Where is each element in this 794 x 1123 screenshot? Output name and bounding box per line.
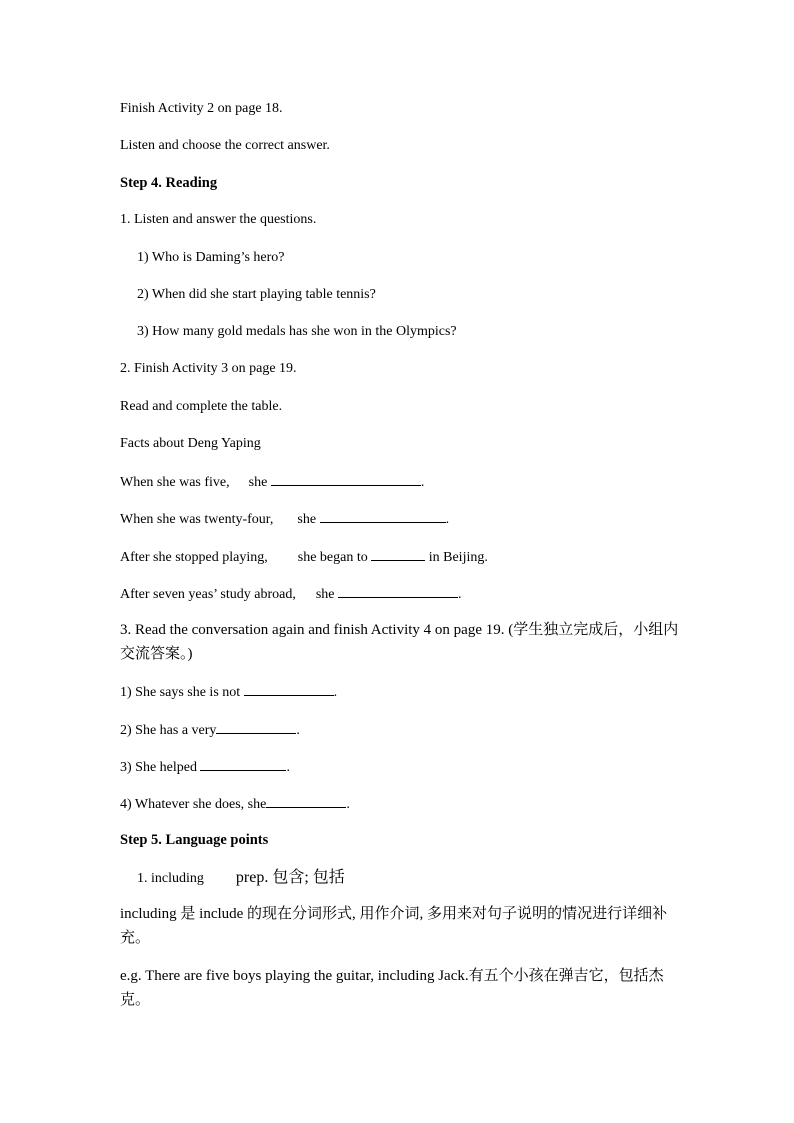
fact-4-blank[interactable] [338,583,458,598]
fact-1-label: When she was five, [120,475,230,490]
question-1-2: 2) When did she start playing table tennis? [137,287,376,302]
fact-2-she: she [297,512,317,527]
answer-4-blank[interactable] [266,793,346,808]
answer-1: 1) She says she is not . [120,681,680,703]
fact-2-blank[interactable] [320,508,446,523]
answer-2-blank[interactable] [216,719,296,734]
fact-2-label: When she was twenty-four, [120,512,274,527]
answer-3: 3) She helped . [120,756,680,778]
fact-4-label: After seven yeas’ study abroad, [120,587,296,602]
step5-heading: Step 5. Language points [120,832,269,848]
answer-2: 2) She has a very . [120,719,680,741]
answer-1-blank[interactable] [244,681,334,696]
question-1-3: 3) How many gold medals has she won in the Olympics? [137,324,457,339]
language-point-description: including 是 include 的现在分词形式, 用作介词, 多用来对句子说明的情况进行详细补充。 [120,906,668,946]
language-point-1: 1. including prep. 包含; 包括 [137,869,345,886]
fact-3-blank[interactable] [371,546,425,561]
fact-4-she: she [315,587,335,602]
fact-row-2: When she was twenty-four, she . [120,508,680,530]
fact-row-1: When she was five, she . [120,471,680,493]
facts-heading: Facts about Deng Yaping [120,436,261,451]
question-2-instruction: Read and complete the table. [120,399,283,414]
question-2: 2. Finish Activity 3 on page 19. [120,361,297,376]
instruction-listen-choose: Listen and choose the correct answer. [120,138,330,153]
fact-row-3 [120,546,680,568]
question-3: 3. Read the conversation again and finish Activity 4 on page 19. (学生独立完成后，小组内交流答案。) [120,622,679,662]
fact-row-4: After seven yeas’ study abroad, she . [120,583,680,605]
fact-3-place: in Beijing. [428,550,488,565]
question-1-1: 1) Who is Daming’s hero? [137,250,285,265]
fact-3-began: she began to [297,550,368,565]
fact-3-label: After she stopped playing, [120,550,268,565]
answer-3-blank[interactable] [200,756,286,771]
fact-1-blank[interactable] [271,471,421,486]
example-sentence: e.g. There are five boys playing the guitar, including Jack.有五个小孩在弹吉它，包括杰克。 [120,968,664,1008]
answer-4: 4) Whatever she does, she . [120,793,680,815]
question-1: 1. Listen and answer the questions. [120,212,317,227]
step4-heading: Step 4. Reading [120,175,218,191]
fact-1-she: she [248,475,268,490]
instruction-finish-activity-2: Finish Activity 2 on page 18. [120,101,283,116]
